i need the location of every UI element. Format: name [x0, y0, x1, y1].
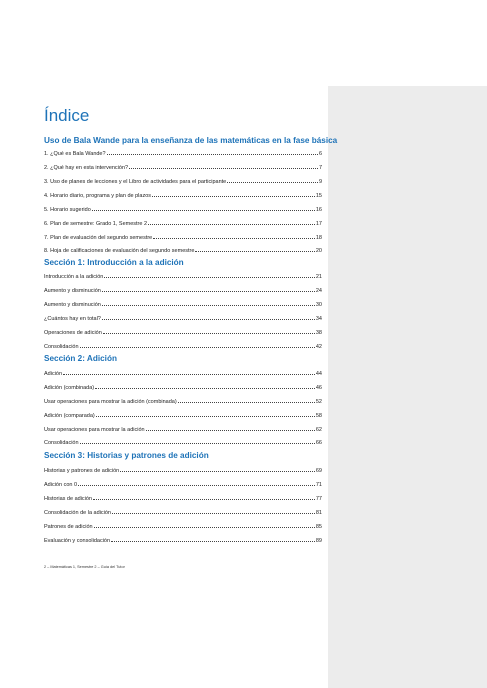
toc-entry-label: 3. Uso de planes de lecciones y el Libro de actividades para el participante: [44, 179, 227, 185]
toc-entry[interactable]: [44, 219, 322, 228]
toc-entry-label: Introducción a la adición: [44, 274, 104, 280]
toc-entry-page: 30: [315, 302, 322, 308]
toc-entry-label: Aumento y disminución: [44, 288, 101, 294]
toc-entry-label: Usar operaciones para mostrar la adición (combinada): [44, 399, 177, 405]
toc-entry[interactable]: [44, 411, 322, 420]
toc-entry[interactable]: [44, 383, 322, 392]
toc-entry-label: Operaciones de adición: [44, 330, 102, 336]
toc-entry-label: 4. Horario diario, programa y plan de plazos: [44, 193, 152, 199]
toc-entry-page: 58: [315, 413, 322, 419]
dot-leader: [78, 480, 315, 486]
toc-entry[interactable]: [44, 369, 322, 378]
toc-entry-label: Adición (comparada): [44, 413, 95, 419]
dot-leader: [178, 397, 315, 403]
toc-entry-page: 71: [315, 482, 322, 488]
toc-entry-label: Adición con 0: [44, 482, 78, 488]
dot-leader: [107, 149, 318, 155]
dot-leader: [80, 342, 315, 348]
toc-entry[interactable]: [44, 272, 322, 281]
toc-entry-label: Historias de adición: [44, 496, 92, 502]
toc-entry-page: 20: [315, 248, 322, 254]
toc-entry-label: 2. ¿Qué hay en esta intervención?: [44, 165, 129, 171]
toc-entry[interactable]: [44, 246, 322, 255]
dot-leader: [146, 425, 315, 431]
toc-entry-label: Historias y patrones de adición: [44, 468, 120, 474]
dot-leader: [96, 411, 315, 417]
toc-entry[interactable]: [44, 233, 322, 242]
section-heading: Sección 3: Historias y patrones de adición: [44, 451, 209, 460]
toc-entry[interactable]: [44, 480, 322, 489]
dot-leader: [93, 494, 315, 500]
dot-leader: [152, 191, 315, 197]
dot-leader: [63, 369, 315, 375]
toc-entry-page: 7: [318, 165, 322, 171]
page-footer: 2 – Matemáticas 1, Semestre 2 – Guía del Tutor: [44, 565, 125, 569]
dot-leader: [95, 383, 315, 389]
dot-leader: [102, 300, 315, 306]
toc-entry-page: 16: [315, 207, 322, 213]
toc-entry-label: 7. Plan de evaluación del segundo semestre: [44, 235, 153, 241]
toc-entry[interactable]: [44, 466, 322, 475]
toc-entry-page: 9: [318, 179, 322, 185]
toc-entry[interactable]: [44, 177, 322, 186]
toc-entry[interactable]: [44, 536, 322, 545]
toc-entry-label: Consolidación: [44, 440, 79, 446]
page-title: Índice: [44, 106, 90, 125]
toc-entry-page: 62: [315, 427, 322, 433]
toc-entry-page: 46: [315, 385, 322, 391]
dot-leader: [92, 205, 315, 211]
comment-margin-panel: [328, 86, 487, 688]
dot-leader: [129, 163, 318, 169]
dot-leader: [148, 219, 315, 225]
toc-entry[interactable]: [44, 149, 322, 158]
toc-entry-page: 24: [315, 288, 322, 294]
toc-entry-label: Aumento y disminución: [44, 302, 101, 308]
toc-entry-label: 1. ¿Qué es Bala Wande?: [44, 151, 106, 157]
toc-entry[interactable]: [44, 494, 322, 503]
toc-entry[interactable]: [44, 205, 322, 214]
toc-entry[interactable]: [44, 163, 322, 172]
toc-entry-page: 52: [315, 399, 322, 405]
toc-entry-page: 6: [318, 151, 322, 157]
toc-entry-label: Consolidación de la adición: [44, 510, 111, 516]
toc-entry-page: 34: [315, 316, 322, 322]
toc-entry-page: 42: [315, 344, 322, 350]
toc-entry[interactable]: [44, 397, 322, 406]
toc-entry-page: 85: [315, 524, 322, 530]
section-heading: Sección 2: Adición: [44, 354, 117, 363]
dot-leader: [80, 438, 315, 444]
dot-leader: [111, 536, 315, 542]
toc-entry-label: Consolidación: [44, 344, 79, 350]
toc-entry[interactable]: [44, 438, 322, 447]
toc-entry[interactable]: [44, 342, 322, 351]
dot-leader: [103, 328, 315, 334]
toc-entry[interactable]: [44, 314, 322, 323]
toc-entry[interactable]: [44, 328, 322, 337]
section-heading: Sección 1: Introducción a la adición: [44, 258, 184, 267]
toc-entry[interactable]: [44, 300, 322, 309]
dot-leader: [153, 233, 315, 239]
dot-leader: [195, 246, 314, 252]
dot-leader: [120, 466, 315, 472]
dot-leader: [104, 272, 315, 278]
toc-entry-label: Adición: [44, 371, 63, 377]
toc-entry-page: 89: [315, 538, 322, 544]
dot-leader: [102, 314, 315, 320]
toc-entry-page: 77: [315, 496, 322, 502]
toc-entry-label: Evaluación y consolidación: [44, 538, 111, 544]
toc-entry[interactable]: [44, 508, 322, 517]
toc-entry[interactable]: [44, 522, 322, 531]
toc-entry[interactable]: [44, 191, 322, 200]
toc-entry-page: 17: [315, 221, 322, 227]
dot-leader: [227, 177, 318, 183]
toc-entry-page: 21: [315, 274, 322, 280]
toc-entry-page: 38: [315, 330, 322, 336]
toc-entry[interactable]: [44, 425, 322, 434]
toc-entry-page: 69: [315, 468, 322, 474]
toc-entry-label: Adición (combinada): [44, 385, 95, 391]
dot-leader: [94, 522, 315, 528]
toc-entry-page: 66: [315, 440, 322, 446]
dot-leader: [112, 508, 315, 514]
toc-entry-page: 18: [315, 235, 322, 241]
toc-entry-label: Patrones de adición: [44, 524, 93, 530]
toc-entry-label: ¿Cuántos hay en total?: [44, 316, 101, 322]
toc-entry-label: Usar operaciones para mostrar la adición: [44, 427, 145, 433]
toc-entry[interactable]: [44, 286, 322, 295]
toc-entry-page: 81: [315, 510, 322, 516]
toc-entry-label: 6. Plan de semestre: Grado 1, Semestre 2: [44, 221, 148, 227]
dot-leader: [102, 286, 315, 292]
section-heading: Uso de Bala Wande para la enseñanza de las matemáticas en la fase básica: [44, 136, 338, 145]
toc-entry-page: 44: [315, 371, 322, 377]
toc-entry-label: 5. Horario sugerido: [44, 207, 91, 213]
toc-entry-page: 15: [315, 193, 322, 199]
toc-entry-label: 8. Hoja de calificaciones de evaluación del segundo semestre: [44, 248, 195, 254]
